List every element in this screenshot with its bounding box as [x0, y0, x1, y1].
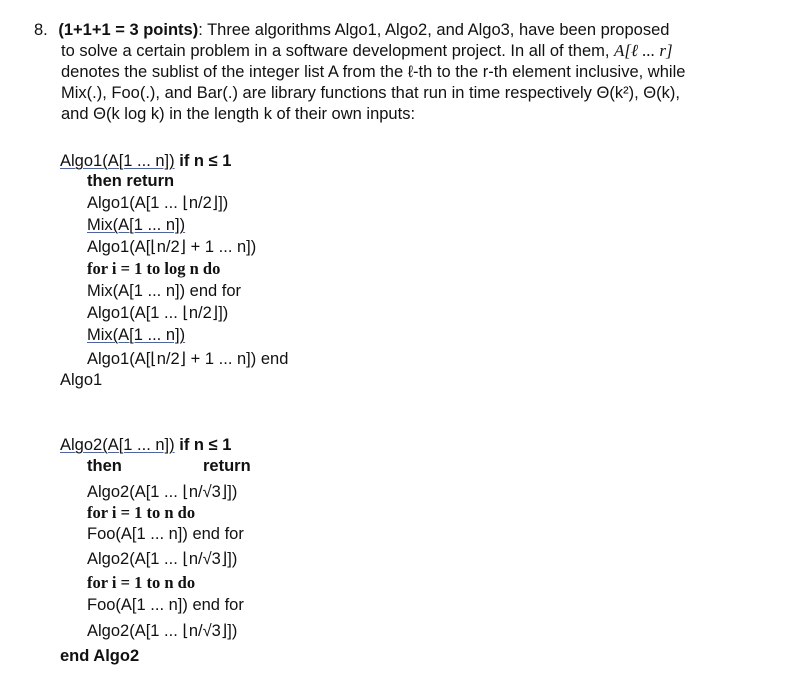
question-text-3: denotes the sublist of the integer list A from the ℓ-th to the r-th element inclusive, while — [61, 63, 686, 81]
algo1-if: if n ≤ 1 — [179, 152, 232, 170]
algo1-line-8: Algo1(A[⌊n/2⌋ + 1 ... n]) end — [87, 350, 289, 368]
algo2-header-line — [60, 434, 231, 456]
sublist-notation: A[ℓ ... r] — [614, 41, 673, 60]
question-text-5: and Θ(k log k) in the length k of their own inputs: — [61, 105, 416, 123]
algo2-line-6: Foo(A[1 ... n]) end for — [87, 596, 244, 614]
algo1-line-2: Mix(A[1 ... n]) — [87, 216, 186, 234]
algo2-footer: end Algo2 — [60, 647, 140, 665]
algo1-footer: Algo1 — [60, 371, 103, 389]
algo2-if: if n ≤ 1 — [179, 436, 232, 454]
algo1-line-6: Algo1(A[1 ... ⌊n/2⌋]) — [87, 304, 229, 322]
algo2-then: then — [87, 457, 122, 475]
algo2-line-4: Algo2(A[1 ... ⌊n/√3⌋]) — [87, 550, 238, 568]
question-line-1: 8. (1+1+1 = 3 points): Three algorithms Algo1, Algo2, and Algo3, have been proposed — [34, 21, 670, 39]
algo1-line-7: Mix(A[1 ... n]) — [87, 326, 186, 344]
question-line-5 — [61, 103, 415, 125]
algo1-then-return: then return — [87, 172, 175, 190]
algo2-line-7: Algo2(A[1 ... ⌊n/√3⌋]) — [87, 622, 238, 640]
algo2-line-2: for i = 1 to n do — [87, 503, 196, 522]
algo1-line-4: for i = 1 to log n do — [87, 259, 221, 278]
question-line-4 — [61, 82, 680, 104]
question-line-2 — [61, 40, 673, 62]
question-block — [34, 19, 774, 129]
algo2-line-3: Foo(A[1 ... n]) end for — [87, 525, 244, 543]
points-label: (1+1+1 = 3 points) — [58, 21, 199, 39]
question-text-1: Three algorithms Algo1, Algo2, and Algo3, have been proposed — [207, 21, 670, 39]
question-text-4: Mix(.), Foo(.), and Bar(.) are library functions that run in time respectively Θ(k²), Θ(k), — [61, 84, 680, 102]
algo1-line-5: Mix(A[1 ... n]) end for — [87, 282, 242, 300]
algo2-header: Algo2(A[1 ... n]) — [60, 436, 175, 454]
question-number: 8. — [34, 21, 48, 39]
algo1-header-line — [60, 150, 231, 172]
algo1-line-3: Algo1(A[⌊n/2⌋ + 1 ... n]) — [87, 238, 257, 256]
algo2-line-1: Algo2(A[1 ... ⌊n/√3⌋]) — [87, 483, 238, 501]
algo2-return: return — [203, 457, 251, 475]
algo1-line-1: Algo1(A[1 ... ⌊n/2⌋]) — [87, 194, 229, 212]
algo2-line-5: for i = 1 to n do — [87, 573, 196, 592]
question-text-2: to solve a certain problem in a software development project. In all of them, — [61, 42, 610, 60]
question-line-3 — [61, 61, 685, 83]
algo1-header: Algo1(A[1 ... n]) — [60, 152, 175, 170]
